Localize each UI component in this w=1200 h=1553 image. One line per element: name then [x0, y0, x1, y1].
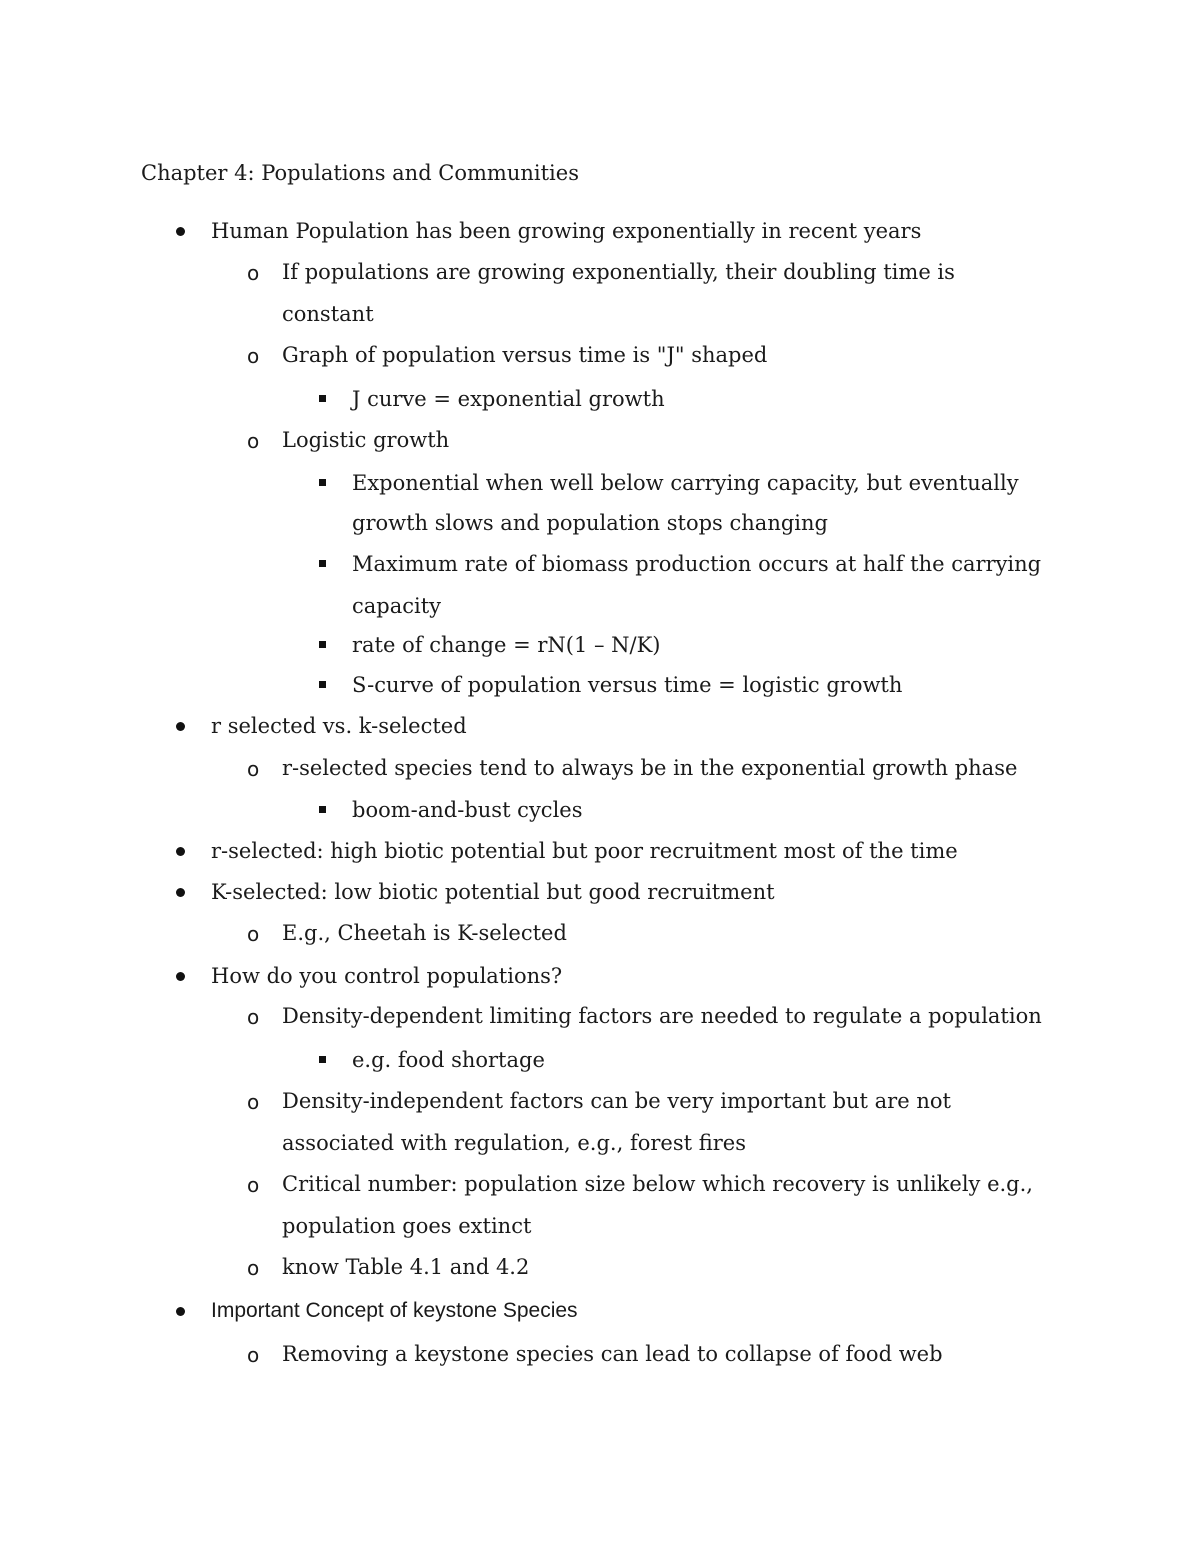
list-item-continuation: constant	[282, 302, 374, 326]
bullet-disc-icon	[176, 722, 185, 731]
bullet-square-icon	[319, 681, 326, 688]
bullet-disc-icon	[176, 1307, 185, 1316]
bullet-circle-icon: o	[247, 757, 260, 781]
list-item-level-2: If populations are growing exponentially, their doubling time is	[282, 260, 955, 284]
bullet-square-icon	[319, 395, 326, 402]
list-item-level-3: Maximum rate of biomass production occurs at half the carrying	[352, 552, 1042, 576]
list-item-continuation: growth slows and population stops changing	[352, 511, 828, 535]
bullet-circle-icon: o	[247, 1343, 260, 1367]
list-item-continuation: capacity	[352, 594, 442, 618]
bullet-square-icon	[319, 479, 326, 486]
bullet-square-icon	[319, 641, 326, 648]
bullet-circle-icon: o	[247, 1090, 260, 1114]
list-item-level-3: S-curve of population versus time = logistic growth	[352, 673, 903, 697]
bullet-circle-icon: o	[247, 344, 260, 368]
bullet-square-icon	[319, 560, 326, 567]
bullet-disc-icon	[176, 888, 185, 897]
list-item-level-2: know Table 4.1 and 4.2	[282, 1255, 530, 1279]
bullet-square-icon	[319, 806, 326, 813]
bullet-circle-icon: o	[247, 922, 260, 946]
list-item-level-3: Exponential when well below carrying capacity, but eventually	[352, 471, 1019, 495]
list-item-level-2: E.g., Cheetah is K-selected	[282, 921, 567, 945]
bullet-circle-icon: o	[247, 1256, 260, 1280]
list-item-level-1: Important Concept of keystone Species	[211, 1299, 578, 1322]
bullet-disc-icon	[176, 227, 185, 236]
list-item-level-1: r-selected: high biotic potential but poor recruitment most of the time	[211, 839, 958, 863]
list-item-level-2: Logistic growth	[282, 428, 450, 452]
bullet-circle-icon: o	[247, 1005, 260, 1029]
list-item-level-1: Human Population has been growing exponentially in recent years	[211, 219, 922, 243]
list-item-continuation: associated with regulation, e.g., forest fires	[282, 1131, 746, 1155]
list-item-level-3: J curve = exponential growth	[352, 387, 665, 411]
list-item-level-1: K-selected: low biotic potential but good recruitment	[211, 880, 775, 904]
bullet-disc-icon	[176, 972, 185, 981]
list-item-level-1: How do you control populations?	[211, 964, 563, 988]
bullet-disc-icon	[176, 847, 185, 856]
list-item-level-3: e.g. food shortage	[352, 1048, 545, 1072]
list-item-level-2: Density-dependent limiting factors are needed to regulate a population	[282, 1004, 1042, 1028]
list-item-level-3: boom-and-bust cycles	[352, 798, 583, 822]
bullet-circle-icon: o	[247, 1173, 260, 1197]
list-item-level-2: Graph of population versus time is "J" shaped	[282, 343, 768, 367]
bullet-circle-icon: o	[247, 429, 260, 453]
list-item-level-3: rate of change = rN(1 – N/K)	[352, 633, 661, 657]
list-item-continuation: population goes extinct	[282, 1214, 532, 1238]
bullet-square-icon	[319, 1056, 326, 1063]
list-item-level-2: r-selected species tend to always be in the exponential growth phase	[282, 756, 1018, 780]
list-item-level-2: Density-independent factors can be very important but are not	[282, 1089, 951, 1113]
bullet-circle-icon: o	[247, 261, 260, 285]
list-item-level-1: r selected vs. k-selected	[211, 714, 467, 738]
list-item-level-2: Critical number: population size below which recovery is unlikely e.g.,	[282, 1172, 1033, 1196]
list-item-level-2: Removing a keystone species can lead to collapse of food web	[282, 1342, 943, 1366]
page-title: Chapter 4: Populations and Communities	[141, 161, 579, 185]
